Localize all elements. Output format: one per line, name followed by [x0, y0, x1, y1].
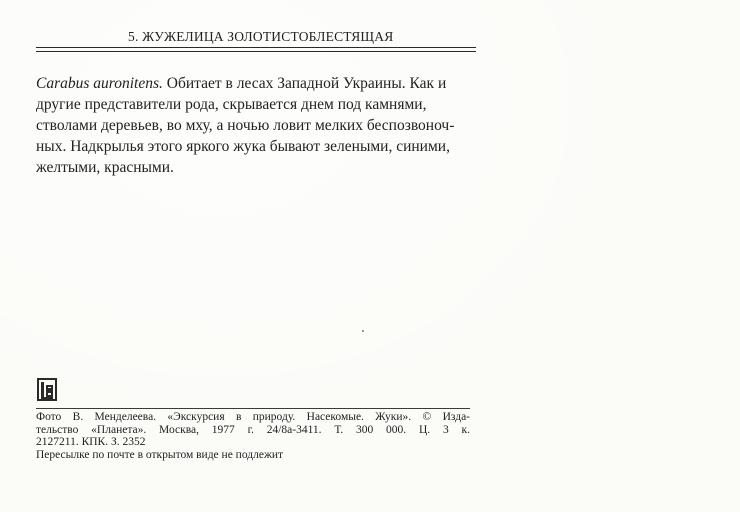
paper-speck [362, 330, 364, 332]
publisher-logo-icon [37, 378, 57, 401]
imprint [36, 411, 470, 461]
description-line-3: стволами деревьев, во мху, а ночью ловит мелких беспозвоноч- [36, 117, 455, 134]
imprint-line-3: 2127211. КПК. З. 2352 [36, 436, 146, 448]
title-rule-bottom [36, 51, 476, 52]
card-title: 5. ЖУЖЕЛИЦА ЗОЛОТИСТОБЛЕСТЯЩАЯ [128, 29, 394, 44]
latin-species-name: Carabus auronitens. [36, 75, 163, 92]
description-line-5: желтыми, красными. [36, 159, 174, 176]
imprint-line-4: Пересылке по почте в открытом виде не подлежит [36, 448, 284, 461]
description-line-1-text: Обитает в лесах Западной Украины. Как и [162, 75, 447, 92]
description-line-4: ных. Надкрылья этого яркого жука бывают зелеными, синими, [36, 138, 450, 155]
description-line-1 [36, 73, 468, 94]
species-description [36, 73, 468, 178]
imprint-rule [36, 408, 470, 409]
description-line-2: другие представители рода, скрывается днем под камнями, [36, 96, 427, 113]
title-rule-top [36, 47, 476, 48]
imprint-line-1: Фото В. Менделеева. «Экскурсия в природу. Насекомые. Жуки». © Изда- [36, 411, 470, 423]
imprint-line-2: тельство «Планета». Москва, 1977 г. 24/8а-3411. Т. 300 000. Ц. 3 к. [36, 423, 470, 436]
